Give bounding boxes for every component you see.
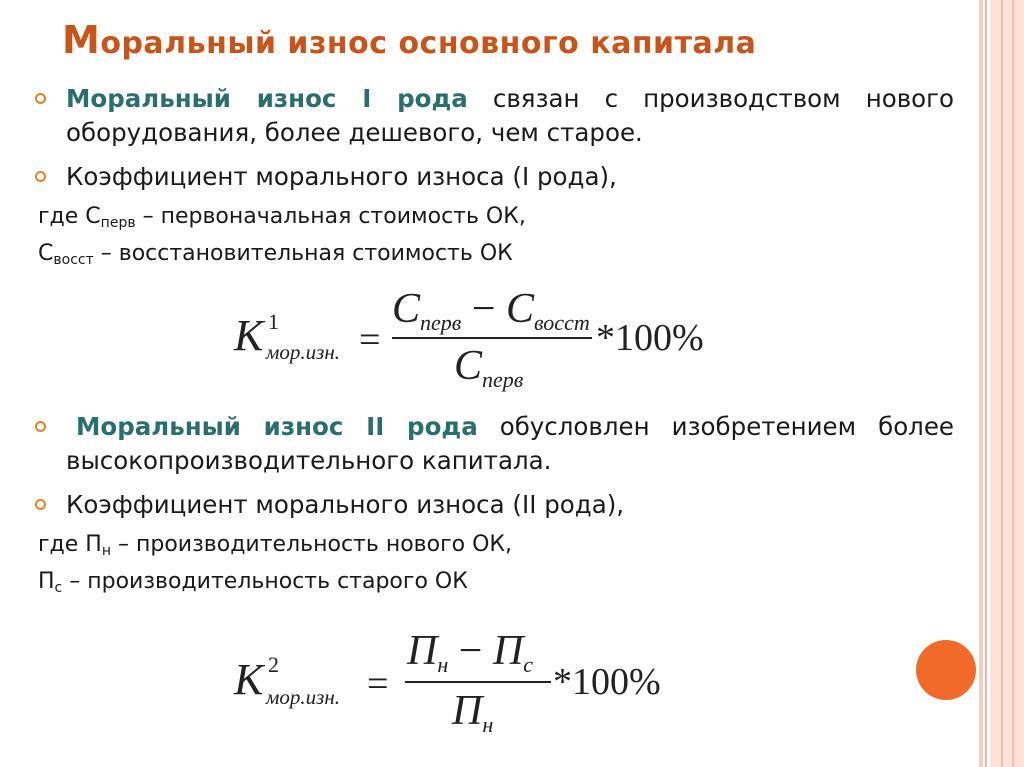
formula-1-sup: 1 xyxy=(268,309,279,334)
right-border-stripe xyxy=(1001,0,1003,767)
formula-2-denominator: $П_н$ xyxy=(452,688,494,737)
title-rest: оральный износ основного капитала xyxy=(100,26,757,61)
paragraph-type2-text: обусловлен изобретением более высокопроизводительного капитала. xyxy=(66,412,954,475)
title-initial: М xyxy=(62,18,101,62)
slide-title xyxy=(62,18,756,62)
bullet-icon xyxy=(35,421,46,432)
formula-1-k: K xyxy=(234,311,264,360)
formula-2-k: K xyxy=(234,655,264,704)
formula-2-eq: = xyxy=(367,663,389,705)
term-type1: Моральный износ I рода xyxy=(66,84,468,113)
right-border-stripe xyxy=(1012,0,1014,767)
legend-line-4: $П_с$ – производительность старого ОК xyxy=(38,569,468,596)
right-border-band xyxy=(990,0,1024,767)
paragraph-coef2-text: Коэффициент морального износа (II рода), xyxy=(66,490,625,519)
formula-2-multiplier: *100% xyxy=(553,661,661,703)
decorative-circle xyxy=(916,640,976,700)
right-border-stripe xyxy=(985,0,987,767)
formula-1-eq: = xyxy=(359,319,381,361)
bullet-icon xyxy=(35,93,46,104)
paragraph-type1 xyxy=(66,82,954,150)
formula-2-sub: мор.изн. xyxy=(266,685,341,709)
formula-1-numerator: $С_{перв} - С_{восст}$ xyxy=(392,286,590,335)
formula-1-multiplier: *100% xyxy=(596,317,704,359)
bullet-icon xyxy=(35,171,46,182)
term-type2: Моральный износ II рода xyxy=(76,412,478,441)
paragraph-type1-text: связан с производством нового оборудования, более дешевого, чем старое. xyxy=(66,84,954,147)
formula-2-fraction-bar xyxy=(405,681,551,683)
formula-1-fraction-bar xyxy=(392,337,592,339)
legend-line-3: где $П_н$ – производительность нового ОК, xyxy=(38,532,513,559)
paragraph-coef1-text: Коэффициент морального износа (I рода), xyxy=(66,162,617,191)
paragraph-coef2 xyxy=(66,488,954,522)
right-border-stripe xyxy=(979,0,983,767)
formula-2-numerator: $П_н - П_с$ xyxy=(407,628,534,677)
formula-2-sup: 2 xyxy=(268,652,279,677)
paragraph-coef1 xyxy=(66,160,954,194)
formula-1-denominator: $С_{перв}$ xyxy=(454,343,524,392)
legend-line-2: $С_{восст}$ – восстановительная стоимость ОК xyxy=(38,241,513,268)
bullet-icon xyxy=(35,499,46,510)
paragraph-type2 xyxy=(66,410,954,478)
formula-1-sub: мор.изн. xyxy=(266,340,341,364)
legend-line-1: где $С_{перв}$ – первоначальная стоимость ОК, xyxy=(38,204,526,231)
